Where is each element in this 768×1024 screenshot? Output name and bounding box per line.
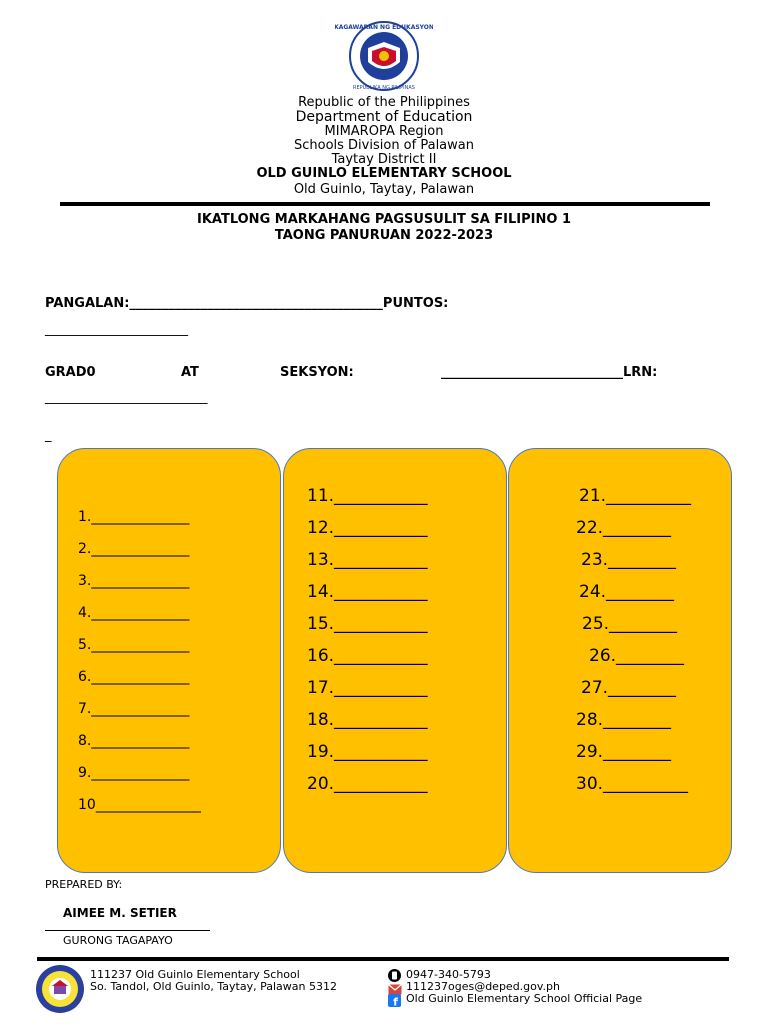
footer-facebook[interactable]: Old Guinlo Elementary School Official Page bbox=[406, 992, 643, 1005]
footer-phone[interactable]: 0947-340-5793 bbox=[406, 968, 491, 981]
teacher-name: AIMEE M. SETIER bbox=[63, 906, 177, 920]
signature-line bbox=[45, 930, 210, 931]
answer-line-14[interactable]: 14.___________ bbox=[307, 582, 428, 602]
answer-panel-2 bbox=[283, 448, 507, 873]
answer-line-20[interactable]: 20.___________ bbox=[307, 774, 428, 794]
answer-line-10[interactable]: 10_______________ bbox=[78, 797, 201, 813]
phone-icon bbox=[388, 967, 401, 980]
answer-line-28[interactable]: 28.________ bbox=[576, 710, 672, 730]
answer-line-30[interactable]: 30.__________ bbox=[576, 774, 689, 794]
facebook-icon bbox=[388, 992, 401, 1005]
answer-line-1[interactable]: 1.______________ bbox=[78, 509, 190, 525]
answer-panel-3 bbox=[508, 448, 732, 873]
mail-icon bbox=[388, 980, 402, 991]
svg-text:f: f bbox=[393, 995, 398, 1007]
answer-line-3[interactable]: 3.______________ bbox=[78, 573, 190, 589]
answer-line-11[interactable]: 11.___________ bbox=[307, 486, 428, 506]
answer-line-22[interactable]: 22.________ bbox=[576, 518, 672, 538]
answer-line-9[interactable]: 9.______________ bbox=[78, 765, 190, 781]
prepared-by-label: PREPARED BY: bbox=[45, 878, 123, 891]
exam-school-year: TAONG PANURUAN 2022-2023 bbox=[274, 228, 494, 243]
answer-panel-1 bbox=[57, 448, 281, 873]
teacher-role: GURONG TAGAPAYO bbox=[63, 934, 173, 947]
header-divider bbox=[60, 202, 710, 206]
seksyon-label: SEKSYON: bbox=[280, 365, 354, 380]
answer-line-13[interactable]: 13.___________ bbox=[307, 550, 428, 570]
seal-text-top: KAGAWARAN NG EDUKASYON bbox=[335, 24, 433, 31]
grado-label: GRAD0 bbox=[45, 365, 96, 380]
lrn-field[interactable]: _________________________ bbox=[45, 390, 208, 405]
answer-line-25[interactable]: 25.________ bbox=[582, 614, 678, 634]
pangalan-field[interactable]: PANGALAN:_______________________________________PUNTOS: bbox=[45, 296, 449, 311]
answer-line-2[interactable]: 2.______________ bbox=[78, 541, 190, 557]
seal-text-bottom: REPUBLIKA NG PILIPINAS bbox=[353, 85, 415, 91]
answer-line-8[interactable]: 8.______________ bbox=[78, 733, 190, 749]
header-republic: Republic of the Philippines bbox=[298, 95, 470, 110]
header-department: Department of Education bbox=[295, 109, 473, 125]
answer-line-19[interactable]: 19.___________ bbox=[307, 742, 428, 762]
footer-school-address: So. Tandol, Old Guinlo, Taytay, Palawan 5312 bbox=[90, 980, 337, 993]
school-logo bbox=[35, 964, 85, 1014]
answer-line-4[interactable]: 4.______________ bbox=[78, 605, 190, 621]
school-name: OLD GUINLO ELEMENTARY SCHOOL bbox=[256, 166, 512, 181]
answer-line-18[interactable]: 18.___________ bbox=[307, 710, 428, 730]
answer-line-17[interactable]: 17.___________ bbox=[307, 678, 428, 698]
header-division: Schools Division of Palawan bbox=[293, 138, 474, 153]
answer-line-5[interactable]: 5.______________ bbox=[78, 637, 190, 653]
answer-line-24[interactable]: 24.________ bbox=[579, 582, 675, 602]
stray-underscore: _ bbox=[45, 428, 52, 443]
footer-email[interactable]: 111237oges@deped.gov.ph bbox=[406, 980, 560, 993]
school-address: Old Guinlo, Taytay, Palawan bbox=[293, 182, 475, 197]
footer-school-name: 111237 Old Guinlo Elementary School bbox=[90, 968, 300, 981]
at-label: AT bbox=[181, 365, 199, 380]
footer-divider bbox=[37, 957, 729, 961]
exam-title: IKATLONG MARKAHANG PAGSUSULIT SA FILIPINO 1 bbox=[196, 212, 571, 227]
header-district: Taytay District II bbox=[331, 152, 437, 167]
puntos-field[interactable]: ______________________ bbox=[45, 322, 188, 337]
header-region: MIMAROPA Region bbox=[324, 124, 444, 139]
answer-line-7[interactable]: 7.______________ bbox=[78, 701, 190, 717]
answer-line-6[interactable]: 6.______________ bbox=[78, 669, 190, 685]
answer-line-12[interactable]: 12.___________ bbox=[307, 518, 428, 538]
answer-line-29[interactable]: 29.________ bbox=[576, 742, 672, 762]
answer-line-16[interactable]: 16.___________ bbox=[307, 646, 428, 666]
answer-line-21[interactable]: 21.__________ bbox=[579, 486, 692, 506]
seksyon-lrn-field[interactable]: ____________________________LRN: bbox=[441, 365, 658, 380]
answer-line-23[interactable]: 23.________ bbox=[581, 550, 677, 570]
answer-line-26[interactable]: 26.________ bbox=[589, 646, 685, 666]
answer-line-15[interactable]: 15.___________ bbox=[307, 614, 428, 634]
deped-seal bbox=[335, 20, 433, 92]
answer-line-27[interactable]: 27.________ bbox=[581, 678, 677, 698]
